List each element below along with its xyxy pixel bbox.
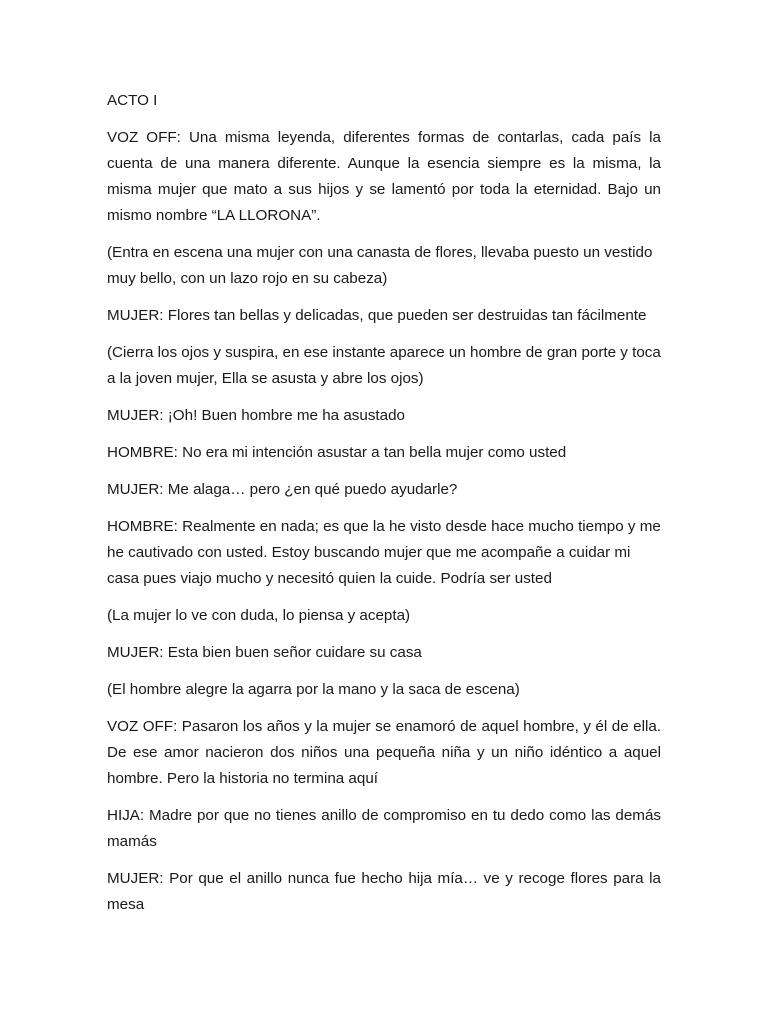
paragraph-hija-1: HIJA: Madre por que no tienes anillo de compromiso en tu dedo como las demás mamás: [107, 807, 661, 850]
paragraph-voz-off-2: VOZ OFF: Pasaron los años y la mujer se enamoró de aquel hombre, y él de ella. De ese amor nacieron dos niños una pequeña niña y un niño idéntico a aquel hombre. Pero la historia no termina aquí: [107, 718, 661, 787]
paragraph-mujer-4: MUJER: Esta bien buen señor cuidare su casa: [107, 644, 422, 661]
paragraph-mujer-2: MUJER: ¡Oh! Buen hombre me ha asustado: [107, 407, 405, 424]
paragraph-voz-off-1: VOZ OFF: Una misma leyenda, diferentes formas de contarlas, cada país la cuenta de una manera diferente. Aunque la esencia siempre es la misma, la misma mujer que mato a sus hijos y se lamentó por toda la eternidad. Bajo un mismo nombre “LA LLORONA”.: [107, 129, 661, 224]
paragraph-stage-direction-3: (La mujer lo ve con duda, lo piensa y acepta): [107, 607, 411, 624]
paragraph-mujer-1: MUJER: Flores tan bellas y delicadas, que pueden ser destruidas tan fácilmente: [107, 307, 647, 324]
act-heading: ACTO I: [107, 92, 158, 109]
paragraph-stage-direction-1: (Entra en escena una mujer con una canasta de flores, llevaba puesto un vestido muy bello, con un lazo rojo en su cabeza): [107, 244, 653, 287]
paragraph-hombre-1: HOMBRE: No era mi intención asustar a tan bella mujer como usted: [107, 444, 567, 461]
paragraph-mujer-3: MUJER: Me alaga… pero ¿en qué puedo ayudarle?: [107, 481, 458, 498]
paragraph-stage-direction-4: (El hombre alegre la agarra por la mano y la saca de escena): [107, 681, 520, 698]
paragraph-mujer-5: MUJER: Por que el anillo nunca fue hecho hija mía… ve y recoge flores para la mesa: [107, 870, 661, 913]
paragraph-hombre-2: HOMBRE: Realmente en nada; es que la he visto desde hace mucho tiempo y me he cautivado con usted. Estoy buscando mujer que me acompañe a cuidar mi casa pues viajo mucho y necesitó quien la cuide. Podría ser usted: [107, 518, 661, 587]
document-page: [107, 88, 661, 929]
paragraph-stage-direction-2: (Cierra los ojos y suspira, en ese instante aparece un hombre de gran porte y toca a la joven mujer, Ella se asusta y abre los ojos): [107, 344, 661, 387]
